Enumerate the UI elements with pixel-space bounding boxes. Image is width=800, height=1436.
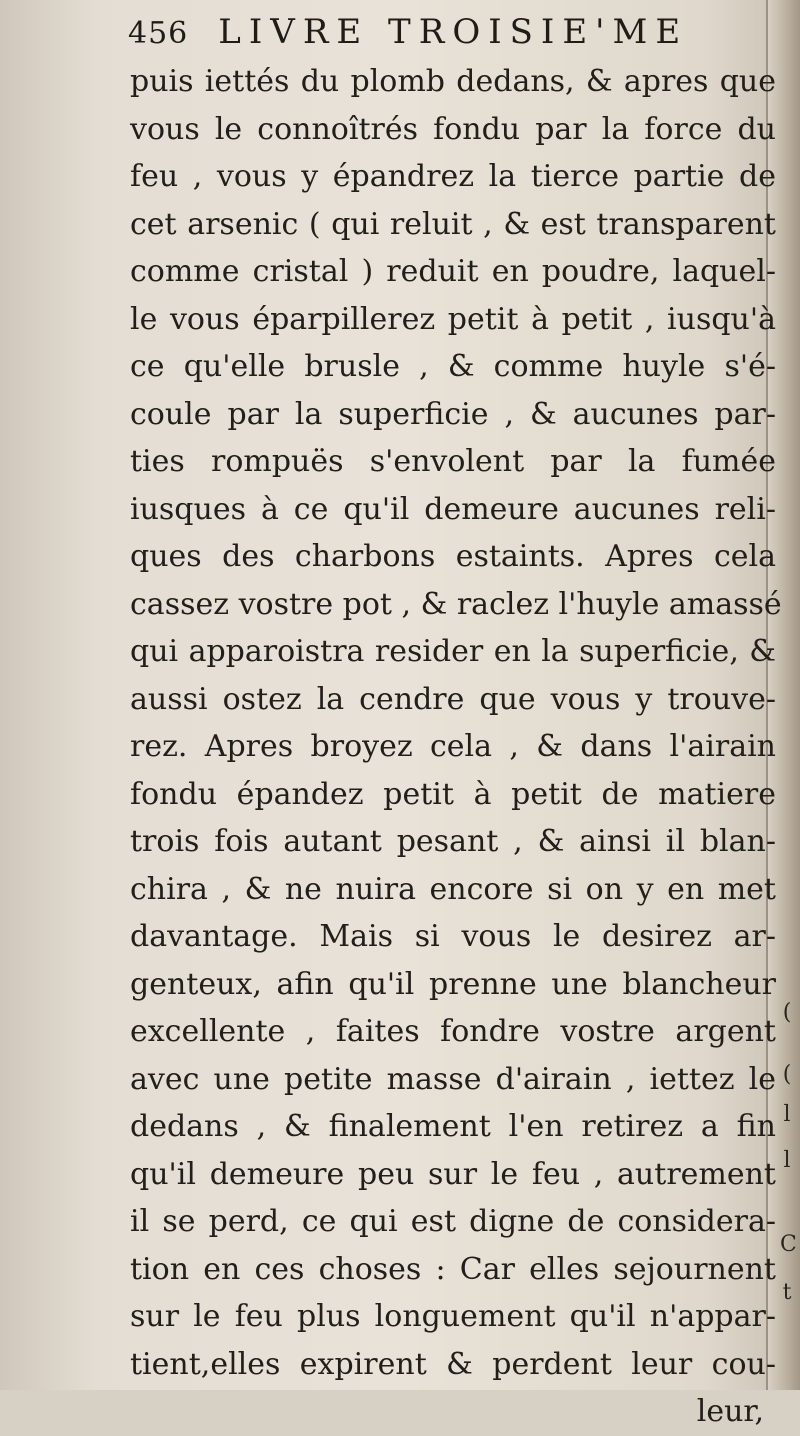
text-line: vous le connoîtrés fondu par la force du <box>130 111 776 147</box>
text-line: comme cristal ) reduit en poudre, laquel- <box>130 254 776 289</box>
text-line: ques des charbons estaints. Apres cela <box>130 539 776 574</box>
text-line: coule par la superficie , & aucunes par- <box>130 396 776 432</box>
text-line: cet arsenic ( qui reluit , & est transparent <box>130 206 776 242</box>
page-header <box>128 12 740 64</box>
text-line: avec une petite masse d'airain , iettez le <box>130 1061 776 1097</box>
text-line: qu'il demeure peu sur le feu , autrement <box>130 1156 776 1192</box>
text-line: aussi ostez la cendre que vous y trouve- <box>130 681 776 717</box>
margin-mark: l <box>783 1102 791 1127</box>
margin-mark: ( <box>782 1000 792 1025</box>
text-line: fondu épandez petit à petit de matiere <box>130 776 776 812</box>
text-line: iusques à ce qu'il demeure aucunes reli- <box>130 491 776 527</box>
text-line: tion en ces choses : Car elles sejournent <box>130 1251 776 1287</box>
text-line: sur le feu plus longuement qu'il n'appar- <box>130 1299 776 1334</box>
text-line: genteux, afin qu'il prenne une blancheur <box>130 966 776 1002</box>
text-line-catchword: leur, <box>696 1394 764 1429</box>
text-line: le vous éparpillerez petit à petit , iusqu'à <box>130 301 776 337</box>
text-line: rez. Apres broyez cela , & dans l'airain <box>130 729 776 764</box>
text-line: il se perd, ce qui est digne de considera- <box>130 1204 776 1239</box>
page-number: 456 <box>128 16 189 51</box>
text-line: qui apparoistra resider en la superficie, & <box>130 634 776 669</box>
text-line: excellente , faites fondre vostre argent <box>130 1014 776 1049</box>
text-line: trois fois autant pesant , & ainsi il blan- <box>130 824 776 859</box>
text-line: ties rompuës s'envolent par la fumée <box>130 444 776 479</box>
text-line: puis iettés du plomb dedans, & apres que <box>130 64 776 99</box>
body-text <box>130 58 782 1436</box>
text-line: chira , & ne nuira encore si on y en met <box>130 871 776 907</box>
margin-mark: ( <box>782 1062 792 1087</box>
running-head: LIVRE TROISIE'ME <box>218 12 689 52</box>
margin-mark: t <box>782 1280 792 1305</box>
text-line: cassez vostre pot , & raclez l'huyle amassé <box>130 586 782 622</box>
text-line: davantage. Mais si vous le desirez ar- <box>130 919 776 954</box>
text-line: dedans , & finalement l'en retirez a fin <box>130 1109 776 1144</box>
text-line: feu , vous y épandrez la tierce partie de <box>130 159 776 194</box>
text-line: ce qu'elle brusle , & comme huyle s'é- <box>130 349 776 384</box>
margin-mark: C <box>780 1232 797 1257</box>
margin-mark: l <box>783 1148 791 1173</box>
text-line: tient,elles expirent & perdent leur cou- <box>130 1346 776 1382</box>
